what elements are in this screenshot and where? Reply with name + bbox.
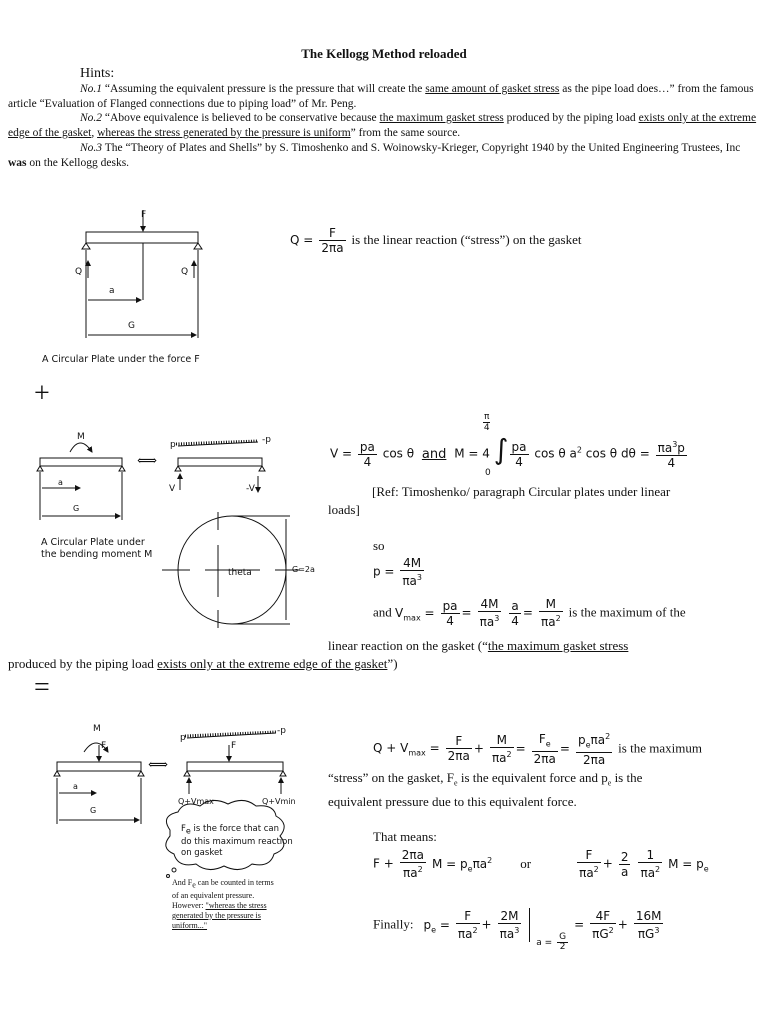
figure-2-caption-1: A Circular Plate under: [41, 537, 145, 548]
equation-V-M: V = $\frac{pa}{4}$ cos θ and M = 4 ∫ $\frac{pa}{4}$ cos θ $a^2$ cos θ dθ = $\frac{\pi a^3p}{4}$: [330, 433, 685, 470]
angle-label-theta: theta: [228, 568, 252, 578]
dimension-label-G: G: [128, 321, 135, 331]
figure-1-caption: A Circular Plate under the force F: [42, 354, 200, 365]
equation-max-stress: $Q + V_{max}$ = $\frac{F}{2\pi a}$ + $\frac{M}{\pi a^2}$ = $\frac{F_e}{2\pi a}$ = $\frac{p_e\pi a^2}{2\pi a}$ is the maximum: [373, 731, 702, 768]
max-stress-line-3: equivalent pressure due to this equivalent force.: [328, 794, 577, 809]
pressure-label-neg-p: -p: [262, 435, 271, 445]
reference-line-1: [Ref: Timoshenko/ paragraph Circular plates under linear: [372, 484, 671, 499]
that-means-label: That means:: [373, 829, 437, 844]
moment-label-M-3: M: [93, 724, 101, 734]
linear-reaction-line-2: produced by the piping load exists only at the extreme edge of the gasket”): [8, 656, 398, 671]
shear-label-V: V: [169, 484, 176, 494]
pressure-label-p-3: p: [180, 733, 186, 743]
max-stress-line-2: “stress” on the gasket, $F_e$ is the equivalent force and $p_e$ is the: [328, 770, 643, 788]
hints-heading: Hints:: [80, 66, 115, 81]
equation-final: Finally: $p_e$ = $\frac{F}{\pi a^2}$ + $\frac{2M}{\pi a^3}$ a = $\frac{G}{2}$ = $\frac{4F}{\pi G^2}$ + $\frac{16M}{\pi G^3}$: [373, 909, 662, 952]
dimension-label-a-3: a: [73, 782, 78, 791]
integral-upper-limit: π 4: [483, 412, 490, 433]
force-label-F-4: F: [231, 741, 237, 751]
reaction-label-qvmin: Q+Vmin: [262, 797, 296, 806]
reaction-label-qvmax: Q+Vmax: [178, 797, 214, 806]
equivalence-arrow: ⟺: [137, 454, 158, 469]
equivalence-arrow-2: ⟺: [148, 758, 169, 773]
reaction-label-left: Q: [75, 267, 83, 277]
plus-sign: +: [34, 378, 50, 409]
side-note: And $F_e$ can be counted in terms of an equivalent pressure. However: "whereas the stress generated by the pressure is uniform...": [172, 878, 274, 930]
linear-reaction-line: linear reaction on the gasket (“the maximum gasket stress: [328, 638, 629, 653]
pressure-label-neg-p-3: -p: [277, 726, 286, 736]
dimension-label-a-2: a: [58, 478, 63, 487]
shear-label-neg-V: -V: [246, 484, 255, 494]
page-title: The Kellogg Method reloaded: [301, 46, 467, 61]
equation-Vmax: and $V_{max}$ = $\frac{pa}{4}$ = $\frac{4M}{\pi a^3}$ $\frac{a}{4}$ = $\frac{M}{\pi a^2}$ is the maximum of the: [373, 597, 686, 629]
force-label-F-3: F: [101, 741, 107, 751]
hint-paragraph-3: No.3 The “Theory of Plates and Shells” by S. Timoshenko and S. Woinowsky-Krieger, Copyright 1940 by the United Engineering Trustees, Inc was on the Kellogg desks.: [8, 142, 741, 169]
dimension-label-G-3: G: [90, 806, 97, 815]
equation-Q: Q = $\frac{F}{2\pi a}$ is the linear reaction (“stress”) on the gasket: [290, 226, 582, 255]
reference-line-2: loads]: [328, 502, 360, 517]
pressure-label-p: p: [170, 440, 176, 450]
dimension-label-a: a: [109, 286, 115, 296]
equation-equivalence: F + $\frac{2\pi a}{\pi a^2}$ $M = p_e\pi a^2$ or $\frac{F}{\pi a^2}$ + $\frac{2}{a}$ $\frac{1}{\pi a^2}$ $M = p_e$: [373, 848, 709, 880]
force-label-F: F: [141, 210, 147, 220]
hint-paragraph-1: No.1 “Assuming the equivalent pressure is the pressure that will create the same amount of gasket stress as the pipe load does…” from the famous article “Evaluation of Flanged connections due to piping load” of Mr. Peng.: [8, 83, 754, 110]
moment-label-M: M: [77, 432, 85, 442]
so-label: so: [373, 538, 385, 553]
hint-paragraph-2: No.2 “Above equivalence is believed to be conservative because the maximum gasket stress produced by the piping load exists only at the extreme edge of the gasket, whereas the stress generated by the pressure is uniform” from the same source.: [8, 112, 757, 139]
cloud-callout: $F_e$ is the force that can do this maximum reaction on gasket: [181, 824, 293, 858]
reaction-label-right: Q: [181, 267, 189, 277]
figure-2-caption-2: the bending moment M: [41, 549, 153, 560]
dimension-label-G-2: G: [73, 504, 80, 513]
diameter-label: G=2a: [292, 565, 315, 574]
integral-lower-limit: 0: [485, 468, 491, 478]
equals-sign: =: [34, 672, 50, 703]
equation-p: p = $\frac{4M}{\pi a^3}$: [373, 556, 422, 588]
